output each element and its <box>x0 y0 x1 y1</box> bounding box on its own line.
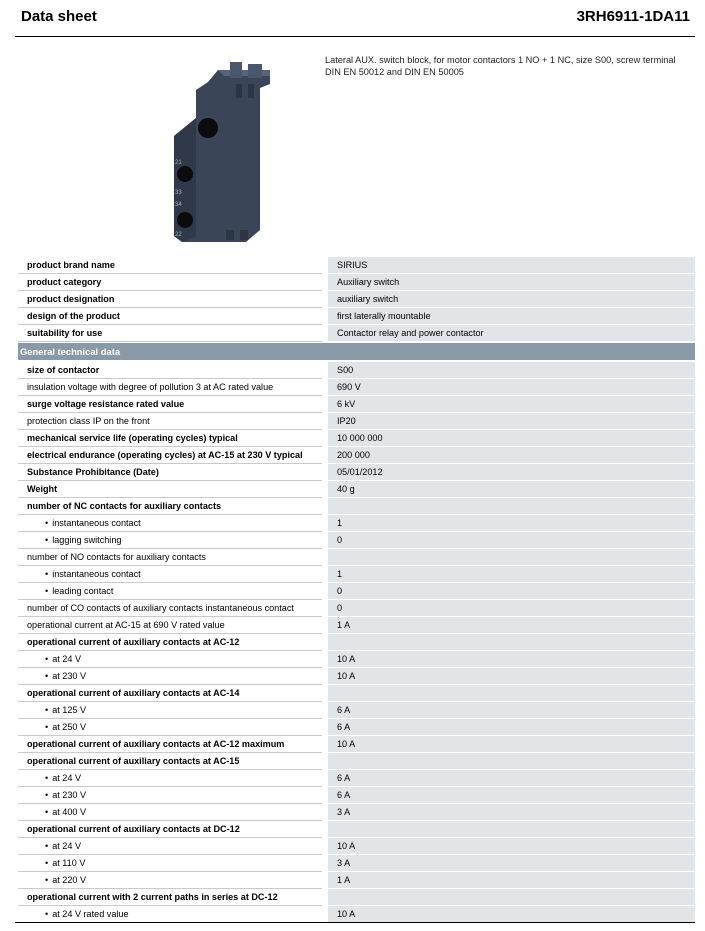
spec-value <box>328 889 695 906</box>
spec-value: Auxiliary switch <box>328 274 695 291</box>
spec-value: 10 A <box>328 736 695 753</box>
spec-value: 6 A <box>328 770 695 787</box>
spec-row <box>18 257 695 274</box>
spec-value: 1 <box>328 566 695 583</box>
spec-label: Weight <box>18 481 322 498</box>
spec-value <box>328 634 695 651</box>
spec-row <box>18 447 695 464</box>
spec-label: surge voltage resistance rated value <box>18 396 322 413</box>
spec-row <box>18 787 695 804</box>
product-code: 3RH6911-1DA11 <box>576 8 690 25</box>
spec-row <box>18 600 695 617</box>
spec-row <box>18 770 695 787</box>
spec-row <box>18 532 695 549</box>
spec-row <box>18 549 695 566</box>
spec-label: operational current of auxiliary contacts at DC-12 <box>18 821 322 838</box>
spec-row <box>18 668 695 685</box>
spec-value <box>328 685 695 702</box>
spec-row <box>18 274 695 291</box>
spec-row <box>18 583 695 600</box>
page-title: Data sheet <box>21 8 97 25</box>
spec-value: 690 V <box>328 379 695 396</box>
spec-row <box>18 617 695 634</box>
spec-row <box>18 325 695 342</box>
spec-value: 6 A <box>328 719 695 736</box>
terminal-label: 34 <box>175 202 182 208</box>
spec-value: 6 A <box>328 702 695 719</box>
spec-value: 3 A <box>328 804 695 821</box>
spec-row <box>18 566 695 583</box>
spec-value: 10 A <box>328 838 695 855</box>
spec-label: electrical endurance (operating cycles) at AC-15 at 230 V typical <box>18 447 322 464</box>
spec-label: • at 230 V <box>18 787 322 804</box>
spec-label: operational current at AC-15 at 690 V rated value <box>18 617 322 634</box>
spec-row <box>18 308 695 325</box>
spec-row <box>18 498 695 515</box>
product-description: Lateral AUX. switch block, for motor contactors 1 NO + 1 NC, size S00, screw terminal DIN EN 50012 and DIN EN 50005 <box>325 55 676 77</box>
spec-label: number of NC contacts for auxiliary contacts <box>18 498 322 515</box>
spec-value: 10 A <box>328 906 695 923</box>
spec-label: protection class IP on the front <box>18 413 322 430</box>
spec-label: product category <box>18 274 322 291</box>
spec-label: insulation voltage with degree of pollution 3 at AC rated value <box>18 379 322 396</box>
spec-row <box>18 855 695 872</box>
general-rows <box>18 257 695 342</box>
spec-row <box>18 719 695 736</box>
spec-label: • at 24 V <box>18 838 322 855</box>
spec-value: 10 000 000 <box>328 430 695 447</box>
spec-label: • at 250 V <box>18 719 322 736</box>
spec-row <box>18 838 695 855</box>
product-image <box>170 60 280 248</box>
spec-value: 6 kV <box>328 396 695 413</box>
technical-rows <box>18 362 695 923</box>
spec-value: auxiliary switch <box>328 291 695 308</box>
spec-value: first laterally mountable <box>328 308 695 325</box>
spec-value: 1 A <box>328 872 695 889</box>
spec-value: 0 <box>328 600 695 617</box>
spec-label: operational current with 2 current paths in series at DC-12 <box>18 889 322 906</box>
spec-row <box>18 753 695 770</box>
spec-row <box>18 634 695 651</box>
spec-value: 6 A <box>328 787 695 804</box>
spec-label: • instantaneous contact <box>18 566 322 583</box>
terminal-label: 22 <box>175 232 182 238</box>
spec-value: 10 A <box>328 651 695 668</box>
header-divider <box>15 36 695 37</box>
spec-label: operational current of auxiliary contacts at AC-12 maximum <box>18 736 322 753</box>
spec-row <box>18 430 695 447</box>
spec-label: • at 400 V <box>18 804 322 821</box>
spec-label: suitability for use <box>18 325 322 342</box>
spec-row <box>18 804 695 821</box>
footer-divider <box>15 922 695 923</box>
spec-label: design of the product <box>18 308 322 325</box>
spec-value: 0 <box>328 583 695 600</box>
terminal-label: 33 <box>175 190 182 196</box>
spec-value: IP20 <box>328 413 695 430</box>
terminal-label: 21 <box>175 160 182 166</box>
spec-row <box>18 362 695 379</box>
spec-label: size of contactor <box>18 362 322 379</box>
spec-label: • at 230 V <box>18 668 322 685</box>
spec-value <box>328 821 695 838</box>
spec-label: operational current of auxiliary contacts at AC-15 <box>18 753 322 770</box>
spec-value: 0 <box>328 532 695 549</box>
spec-label: number of NO contacts for auxiliary contacts <box>18 549 322 566</box>
spec-label: • at 24 V <box>18 770 322 787</box>
spec-value: 1 <box>328 515 695 532</box>
spec-row <box>18 481 695 498</box>
spec-row <box>18 291 695 308</box>
spec-row <box>18 736 695 753</box>
spec-label: • at 220 V <box>18 872 322 889</box>
spec-row <box>18 396 695 413</box>
spec-table <box>18 257 695 923</box>
spec-value: SIRIUS <box>328 257 695 274</box>
spec-value: 05/01/2012 <box>328 464 695 481</box>
spec-label: product brand name <box>18 257 322 274</box>
spec-label: Substance Prohibitance (Date) <box>18 464 322 481</box>
spec-label: • at 24 V rated value <box>18 906 322 923</box>
spec-row <box>18 464 695 481</box>
spec-value <box>328 753 695 770</box>
spec-label: • at 110 V <box>18 855 322 872</box>
spec-value: 200 000 <box>328 447 695 464</box>
spec-label: number of CO contacts of auxiliary contacts instantaneous contact <box>18 600 322 617</box>
spec-label: • at 125 V <box>18 702 322 719</box>
spec-row <box>18 685 695 702</box>
spec-label: mechanical service life (operating cycles) typical <box>18 430 322 447</box>
spec-row <box>18 906 695 923</box>
spec-row <box>18 702 695 719</box>
spec-row <box>18 651 695 668</box>
spec-row <box>18 872 695 889</box>
spec-value: Contactor relay and power contactor <box>328 325 695 342</box>
spec-value: 40 g <box>328 481 695 498</box>
spec-label: • at 24 V <box>18 651 322 668</box>
spec-row <box>18 413 695 430</box>
spec-label: • instantaneous contact <box>18 515 322 532</box>
spec-label: • lagging switching <box>18 532 322 549</box>
spec-row <box>18 379 695 396</box>
spec-label: operational current of auxiliary contacts at AC-14 <box>18 685 322 702</box>
spec-value <box>328 549 695 566</box>
spec-value: 3 A <box>328 855 695 872</box>
spec-label: operational current of auxiliary contacts at AC-12 <box>18 634 322 651</box>
spec-row <box>18 889 695 906</box>
section-header: General technical data <box>18 343 695 360</box>
spec-label: product designation <box>18 291 322 308</box>
spec-label: • leading contact <box>18 583 322 600</box>
spec-value: 1 A <box>328 617 695 634</box>
spec-row <box>18 515 695 532</box>
spec-value: 10 A <box>328 668 695 685</box>
spec-value <box>328 498 695 515</box>
spec-row <box>18 821 695 838</box>
spec-value: S00 <box>328 362 695 379</box>
